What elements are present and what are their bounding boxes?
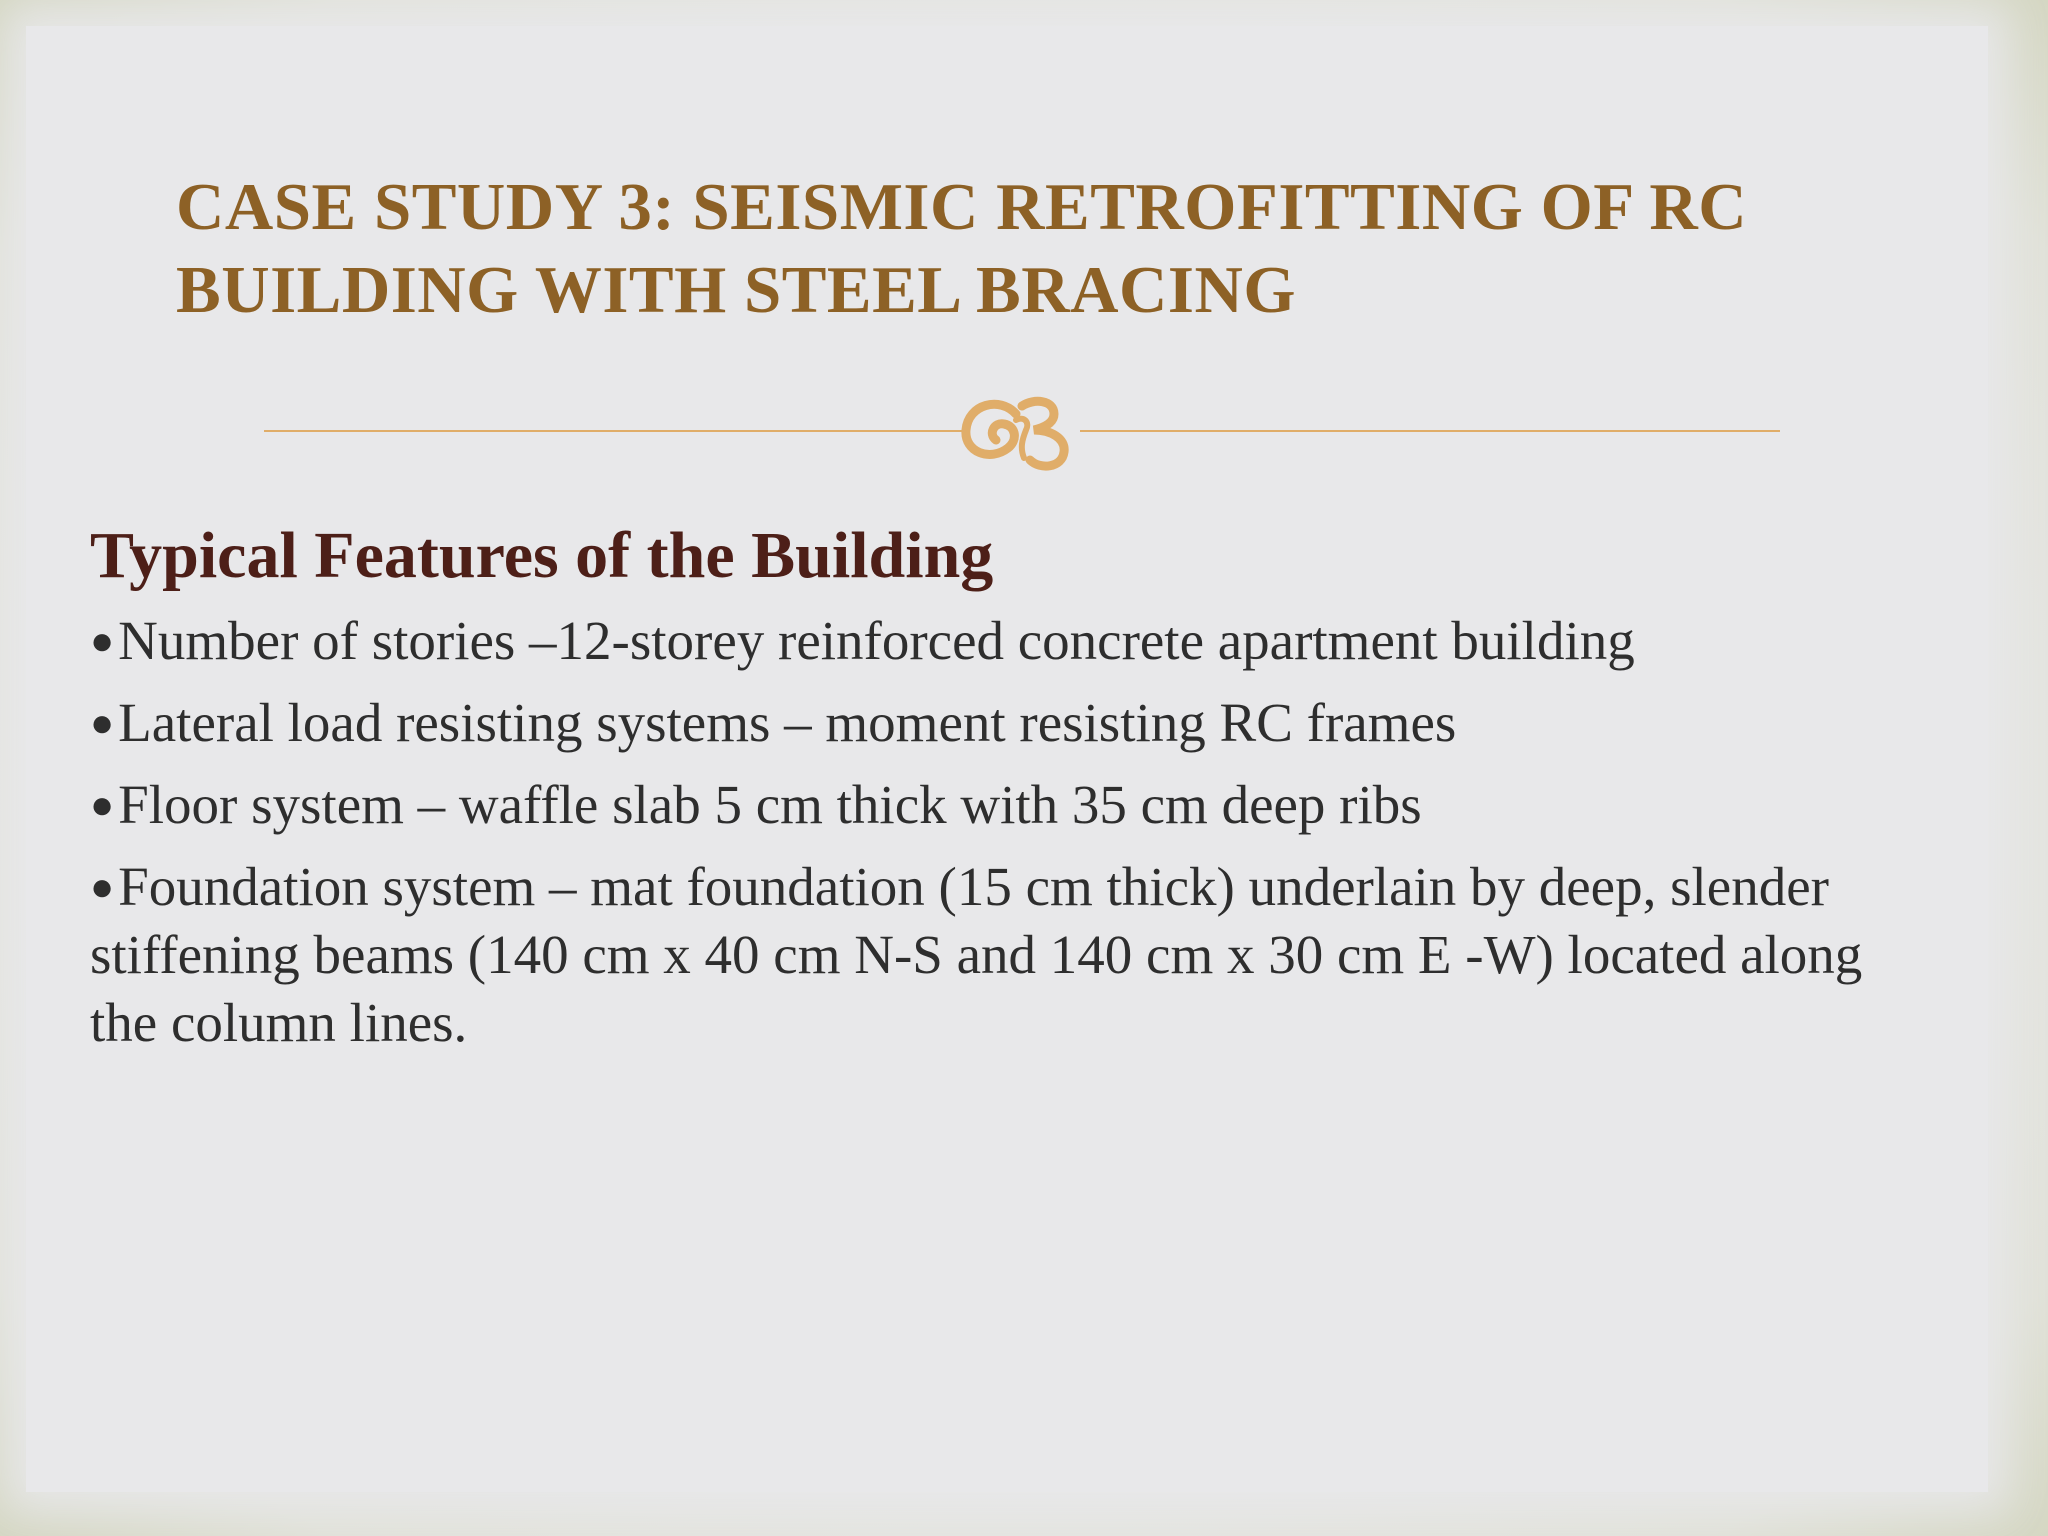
slide-title-line-2: BUILDING WITH STEEL BRACING [176,253,1296,327]
feature-item [90,853,1910,1057]
feature-text: Lateral load resisting systems – moment resisting RC frames [118,692,1457,753]
feature-item [90,689,1910,757]
bullet-icon: ● [90,618,115,663]
bullet-icon: ● [90,864,115,909]
slide-title [176,166,1876,332]
title-divider-right [1080,430,1780,432]
bullet-icon: ● [90,782,115,827]
title-divider-left [264,430,964,432]
feature-text: Floor system – waffle slab 5 cm thick with 35 cm deep ribs [118,774,1422,835]
flourish-icon [954,386,1094,476]
feature-text: Number of stories –12-storey reinforced concrete apartment building [118,610,1635,671]
feature-item [90,607,1910,675]
feature-text: Foundation system – mat foundation (15 cm thick) underlain by deep, slender stiffening beams (140 cm x 40 cm N-S and 140 cm x 30 cm E -W) located along the column lines. [90,856,1863,1053]
bullet-icon: ● [90,700,115,745]
section-subheading: Typical Features of the Building [90,519,994,592]
feature-item [90,771,1910,839]
feature-list [90,607,1910,1071]
slide-title-line-1: CASE STUDY 3: SEISMIC RETROFITTING OF RC [176,170,1748,244]
